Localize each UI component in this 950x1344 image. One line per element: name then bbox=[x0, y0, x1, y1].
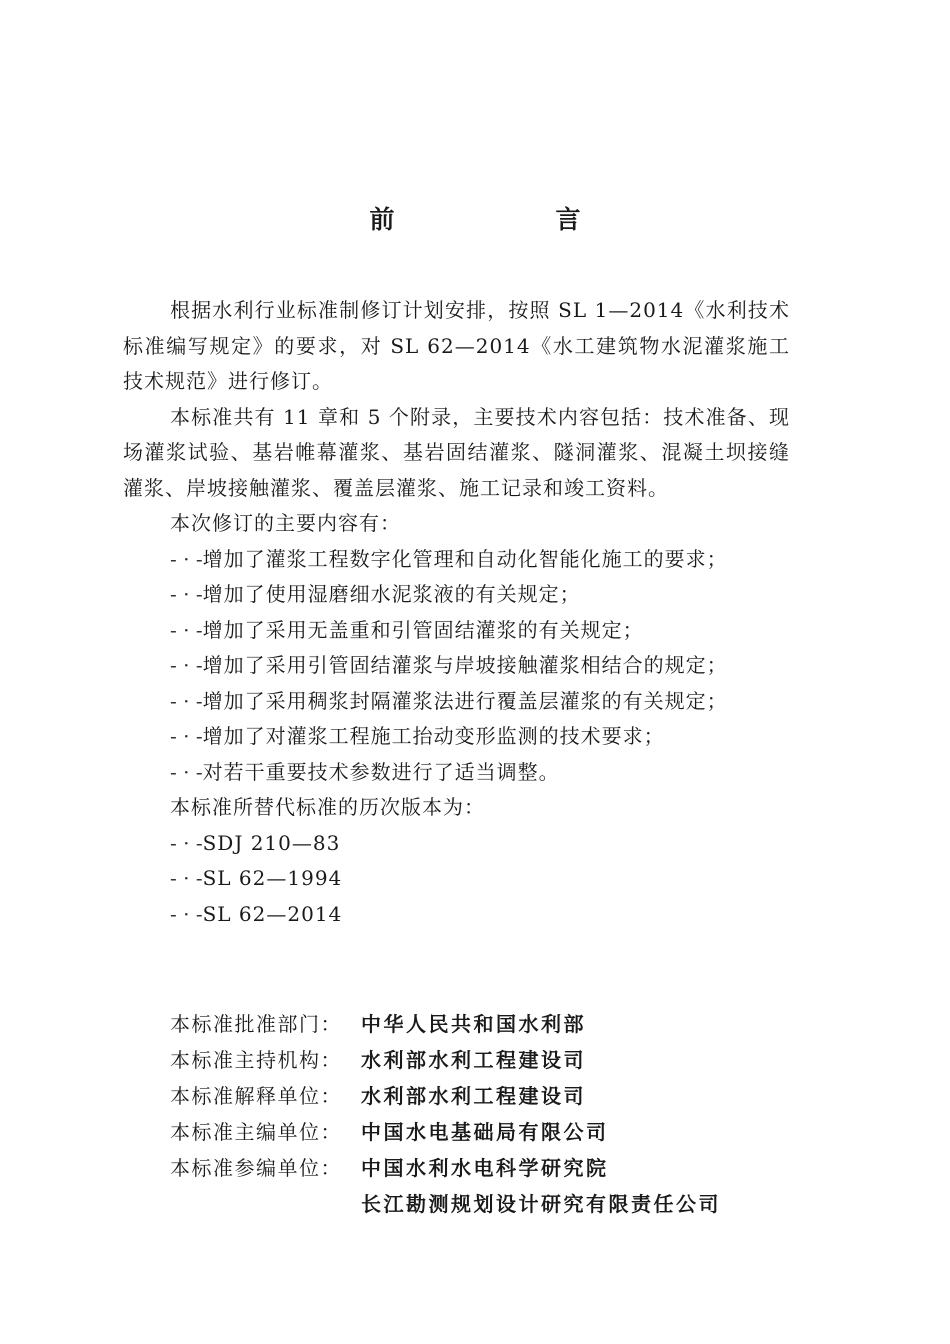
list-item bbox=[123, 861, 790, 897]
history-item: SL 62—2014 bbox=[202, 901, 343, 926]
list-item bbox=[123, 719, 790, 755]
host-label: 本标准主持机构： bbox=[170, 1048, 342, 1072]
dash-prefix: - · - bbox=[170, 759, 203, 784]
history-intro: 本标准所替代标准的历次版本为： bbox=[170, 795, 485, 819]
dash-prefix: - · - bbox=[170, 582, 203, 606]
history-item: SL 62—1994 bbox=[202, 866, 343, 890]
interpret-value: 水利部水利工程建设司 bbox=[361, 1084, 586, 1108]
dash-prefix: - · - bbox=[170, 901, 203, 926]
participant-value-1: 中国水利水电科学研究院 bbox=[361, 1156, 609, 1180]
list-item bbox=[123, 897, 790, 933]
approval-label: 本标准批准部门： bbox=[170, 1012, 342, 1036]
list-item bbox=[123, 542, 790, 578]
revision-item: 增加了对灌浆工程施工抬动变形监测的技术要求； bbox=[202, 724, 665, 748]
chief-value: 中国水电基础局有限公司 bbox=[361, 1120, 609, 1144]
page-title: 前 言 bbox=[369, 205, 649, 234]
revision-item: 对若干重要技术参数进行了适当调整。 bbox=[202, 759, 560, 784]
participant-values bbox=[361, 1150, 721, 1222]
chief-label: 本标准主编单位： bbox=[170, 1120, 342, 1144]
interpret-label: 本标准解释单位： bbox=[170, 1084, 342, 1108]
dash-prefix: - · - bbox=[170, 546, 203, 571]
revision-intro: 本次修订的主要内容有： bbox=[170, 511, 401, 535]
list-item bbox=[123, 826, 790, 862]
dash-prefix: - · - bbox=[170, 830, 203, 855]
participant-label: 本标准参编单位： bbox=[170, 1156, 342, 1180]
dash-prefix: - · - bbox=[170, 724, 203, 748]
revision-item: 增加了灌浆工程数字化管理和自动化智能化施工的要求； bbox=[202, 546, 728, 571]
host-value: 水利部水利工程建设司 bbox=[361, 1048, 586, 1072]
dash-prefix: - · - bbox=[170, 688, 203, 713]
dash-prefix: - · - bbox=[170, 653, 203, 677]
info-row-participant bbox=[170, 1150, 721, 1222]
info-row-approval bbox=[170, 1006, 721, 1042]
info-row-chief bbox=[170, 1114, 721, 1150]
dash-prefix: - · - bbox=[170, 617, 203, 642]
info-row-interpret bbox=[170, 1078, 721, 1114]
revision-item: 增加了使用湿磨细水泥浆液的有关规定； bbox=[202, 582, 581, 606]
dash-prefix: - · - bbox=[170, 866, 203, 890]
history-item: SDJ 210—83 bbox=[202, 830, 341, 855]
approval-value: 中华人民共和国水利部 bbox=[361, 1012, 586, 1036]
info-row-host bbox=[170, 1042, 721, 1078]
list-item bbox=[123, 577, 790, 613]
paragraph-2: 本标准共有 11 章和 5 个附录，主要技术内容包括：技术准备、现场灌浆试验、基岩帷幕灌浆、基岩固结灌浆、隧洞灌浆、混凝土坝接缝灌浆、岸坡接触灌浆、覆盖层灌浆、施工记录和竣工资料。 bbox=[123, 404, 790, 500]
preface-body bbox=[123, 293, 790, 932]
list-item bbox=[123, 613, 790, 649]
revision-item: 增加了采用稠浆封隔灌浆法进行覆盖层灌浆的有关规定； bbox=[202, 688, 728, 713]
revision-item: 增加了采用无盖重和引管固结灌浆的有关规定； bbox=[202, 617, 644, 642]
participant-value-2: 长江勘测规划设计研究有限责任公司 bbox=[361, 1192, 721, 1216]
list-item bbox=[123, 684, 790, 720]
list-item bbox=[123, 755, 790, 791]
list-item bbox=[123, 648, 790, 684]
info-block bbox=[170, 1006, 721, 1222]
revision-item: 增加了采用引管固结灌浆与岸坡接触灌浆相结合的规定； bbox=[202, 653, 728, 677]
paragraph-1: 根据水利行业标准制修订计划安排，按照 SL 1—2014《水利技术标准编写规定》的要求，对 SL 62—2014《水工建筑物水泥灌浆施工技术规范》进行修订。 bbox=[123, 298, 790, 393]
